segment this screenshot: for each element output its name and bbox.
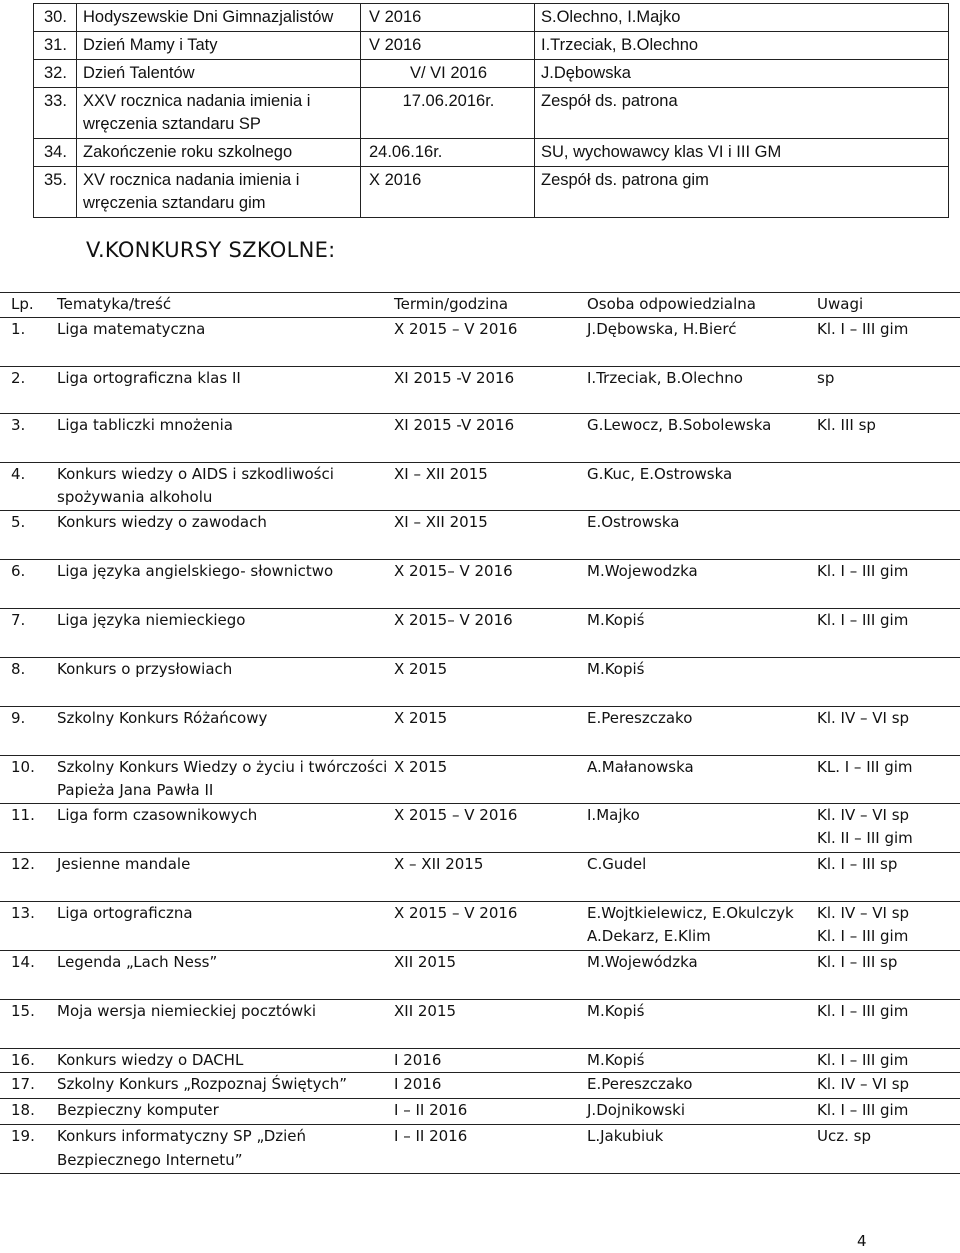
event-date: 17.06.2016r. xyxy=(361,88,535,139)
row-topic: Liga ortograficzna xyxy=(57,901,394,950)
header-lp: Lp. xyxy=(0,293,57,318)
row-lp: 15. xyxy=(0,999,57,1048)
event-date: 24.06.16r. xyxy=(361,139,535,167)
row-notes: KL. I – III gim xyxy=(817,755,960,803)
event-person: Zespół ds. patrona xyxy=(535,88,949,139)
table-row xyxy=(0,999,960,1048)
event-topic: XXV rocznica nadania imienia i wręczenia sztandaru SP xyxy=(77,88,361,139)
row-lp: 17. xyxy=(0,1073,57,1099)
row-lp: 4. xyxy=(0,462,57,510)
row-term: XII 2015 xyxy=(394,999,587,1048)
row-notes: Kl. I – III sp xyxy=(817,950,960,999)
table-row xyxy=(0,755,960,803)
row-topic: Legenda „Lach Ness” xyxy=(57,950,394,999)
row-person: G.Kuc, E.Ostrowska xyxy=(587,462,817,510)
row-term: XI 2015 -V 2016 xyxy=(394,366,587,413)
page-number: 4 xyxy=(857,1232,867,1250)
row-term: X 2015 – V 2016 xyxy=(394,901,587,950)
row-person: M.Wojewódzka xyxy=(587,950,817,999)
row-person: M.Kopiś xyxy=(587,999,817,1048)
row-term: X 2015 xyxy=(394,657,587,706)
table-row xyxy=(0,657,960,706)
event-person: Zespół ds. patrona gim xyxy=(535,167,949,218)
row-notes: Kl. I – III gim xyxy=(817,608,960,657)
event-number: 33. xyxy=(34,88,77,139)
table-row xyxy=(34,88,949,139)
event-number: 32. xyxy=(34,60,77,88)
event-person: SU, wychowawcy klas VI i III GM xyxy=(535,139,949,167)
row-topic: Liga języka niemieckiego xyxy=(57,608,394,657)
row-lp: 9. xyxy=(0,706,57,755)
event-date: X 2016 xyxy=(361,167,535,218)
row-person: G.Lewocz, B.Sobolewska xyxy=(587,413,817,462)
table-row xyxy=(34,60,949,88)
event-date: V/ VI 2016 xyxy=(361,60,535,88)
table-row xyxy=(34,167,949,218)
event-topic: Hodyszewskie Dni Gimnazjalistów xyxy=(77,4,361,32)
row-topic: Konkurs informatyczny SP „Dzień Bezpiecznego Internetu” xyxy=(57,1125,394,1174)
event-person: S.Olechno, I.Majko xyxy=(535,4,949,32)
table-row xyxy=(0,1048,960,1073)
event-number: 35. xyxy=(34,167,77,218)
event-date: V 2016 xyxy=(361,4,535,32)
header-topic: Tematyka/treść xyxy=(57,293,394,318)
row-person: E.Ostrowska xyxy=(587,510,817,559)
event-person: J.Dębowska xyxy=(535,60,949,88)
table-row xyxy=(0,803,960,852)
row-lp: 11. xyxy=(0,803,57,852)
row-term: X 2015 – V 2016 xyxy=(394,317,587,366)
row-notes: Kl. IV – VI sp Kl. II – III gim xyxy=(817,803,960,852)
row-term: I 2016 xyxy=(394,1073,587,1099)
event-topic: XV rocznica nadania imienia i wręczenia sztandaru gim xyxy=(77,167,361,218)
row-topic: Liga ortograficzna klas II xyxy=(57,366,394,413)
row-topic: Konkurs o przysłowiach xyxy=(57,657,394,706)
row-person: J.Dojnikowski xyxy=(587,1099,817,1125)
table-row xyxy=(0,559,960,608)
row-topic: Liga języka angielskiego- słownictwo xyxy=(57,559,394,608)
events-table xyxy=(33,3,949,218)
row-term: XI 2015 -V 2016 xyxy=(394,413,587,462)
row-lp: 19. xyxy=(0,1125,57,1174)
table-row xyxy=(0,706,960,755)
row-lp: 3. xyxy=(0,413,57,462)
row-lp: 16. xyxy=(0,1048,57,1073)
table-row xyxy=(0,1073,960,1099)
row-topic: Bezpieczny komputer xyxy=(57,1099,394,1125)
row-notes: Kl. I – III gim xyxy=(817,999,960,1048)
table-row xyxy=(0,608,960,657)
row-topic: Liga form czasownikowych xyxy=(57,803,394,852)
row-topic: Konkurs wiedzy o DACHL xyxy=(57,1048,394,1073)
row-term: X 2015 xyxy=(394,755,587,803)
table-row xyxy=(0,317,960,366)
row-term: I – II 2016 xyxy=(394,1125,587,1174)
table-row xyxy=(0,366,960,413)
row-term: X 2015– V 2016 xyxy=(394,608,587,657)
row-topic: Konkurs wiedzy o AIDS i szkodliwości spożywania alkoholu xyxy=(57,462,394,510)
competitions-table xyxy=(0,292,960,1174)
row-lp: 6. xyxy=(0,559,57,608)
table-row xyxy=(0,852,960,901)
row-topic: Liga matematyczna xyxy=(57,317,394,366)
row-lp: 7. xyxy=(0,608,57,657)
row-person: I.Trzeciak, B.Olechno xyxy=(587,366,817,413)
row-term: XI – XII 2015 xyxy=(394,462,587,510)
event-person: I.Trzeciak, B.Olechno xyxy=(535,32,949,60)
row-notes: Kl. I – III gim xyxy=(817,559,960,608)
row-lp: 1. xyxy=(0,317,57,366)
table-row xyxy=(0,1099,960,1125)
row-person: C.Gudel xyxy=(587,852,817,901)
row-term: X – XII 2015 xyxy=(394,852,587,901)
row-person: M.Kopiś xyxy=(587,608,817,657)
row-notes: Kl. I – III gim xyxy=(817,1048,960,1073)
row-term: XII 2015 xyxy=(394,950,587,999)
event-topic: Zakończenie roku szkolnego xyxy=(77,139,361,167)
section-heading: V.KONKURSY SZKOLNE: xyxy=(86,238,336,262)
table-row xyxy=(0,901,960,950)
table-row xyxy=(0,1125,960,1174)
event-number: 30. xyxy=(34,4,77,32)
row-term: X 2015 xyxy=(394,706,587,755)
row-person: A.Małanowska xyxy=(587,755,817,803)
row-person: J.Dębowska, H.Bierć xyxy=(587,317,817,366)
row-topic: Moja wersja niemieckiej pocztówki xyxy=(57,999,394,1048)
table-row xyxy=(0,462,960,510)
row-notes: Kl. I – III sp xyxy=(817,852,960,901)
row-notes xyxy=(817,657,960,706)
row-topic: Szkolny Konkurs Różańcowy xyxy=(57,706,394,755)
table-row xyxy=(0,510,960,559)
table-row xyxy=(34,32,949,60)
row-person: I.Majko xyxy=(587,803,817,852)
row-notes xyxy=(817,510,960,559)
row-person: L.Jakubiuk xyxy=(587,1125,817,1174)
row-term: I – II 2016 xyxy=(394,1099,587,1125)
table-header-row xyxy=(0,293,960,318)
event-topic: Dzień Talentów xyxy=(77,60,361,88)
row-notes: Ucz. sp xyxy=(817,1125,960,1174)
row-person: M.Wojewodzka xyxy=(587,559,817,608)
event-number: 31. xyxy=(34,32,77,60)
row-topic: Jesienne mandale xyxy=(57,852,394,901)
row-term: X 2015– V 2016 xyxy=(394,559,587,608)
row-notes: Kl. III sp xyxy=(817,413,960,462)
row-topic: Szkolny Konkurs „Rozpoznaj Świętych” xyxy=(57,1073,394,1099)
row-lp: 13. xyxy=(0,901,57,950)
row-lp: 2. xyxy=(0,366,57,413)
table-row xyxy=(34,139,949,167)
header-term: Termin/godzina xyxy=(394,293,587,318)
row-lp: 18. xyxy=(0,1099,57,1125)
table-row xyxy=(34,4,949,32)
row-notes: Kl. I – III gim xyxy=(817,317,960,366)
row-notes: Kl. IV – VI sp xyxy=(817,706,960,755)
row-person: E.Pereszczako xyxy=(587,706,817,755)
row-lp: 12. xyxy=(0,852,57,901)
row-lp: 5. xyxy=(0,510,57,559)
row-notes: Kl. IV – VI sp xyxy=(817,1073,960,1099)
row-person: E.Pereszczako xyxy=(587,1073,817,1099)
row-person: M.Kopiś xyxy=(587,657,817,706)
row-topic: Liga tabliczki mnożenia xyxy=(57,413,394,462)
row-notes: Kl. IV – VI sp Kl. I – III gim xyxy=(817,901,960,950)
row-notes: sp xyxy=(817,366,960,413)
row-person: M.Kopiś xyxy=(587,1048,817,1073)
table-row xyxy=(0,950,960,999)
event-number: 34. xyxy=(34,139,77,167)
row-term: X 2015 – V 2016 xyxy=(394,803,587,852)
row-term: XI – XII 2015 xyxy=(394,510,587,559)
row-notes: Kl. I – III gim xyxy=(817,1099,960,1125)
event-date: V 2016 xyxy=(361,32,535,60)
row-lp: 8. xyxy=(0,657,57,706)
row-lp: 10. xyxy=(0,755,57,803)
row-term: I 2016 xyxy=(394,1048,587,1073)
row-topic: Konkurs wiedzy o zawodach xyxy=(57,510,394,559)
event-topic: Dzień Mamy i Taty xyxy=(77,32,361,60)
row-person: E.Wojtkielewicz, E.Okulczyk A.Dekarz, E.Klim xyxy=(587,901,817,950)
table-row xyxy=(0,413,960,462)
row-topic: Szkolny Konkurs Wiedzy o życiu i twórczości Papieża Jana Pawła II xyxy=(57,755,394,803)
header-notes: Uwagi xyxy=(817,293,960,318)
row-lp: 14. xyxy=(0,950,57,999)
header-person: Osoba odpowiedzialna xyxy=(587,293,817,318)
row-notes xyxy=(817,462,960,510)
